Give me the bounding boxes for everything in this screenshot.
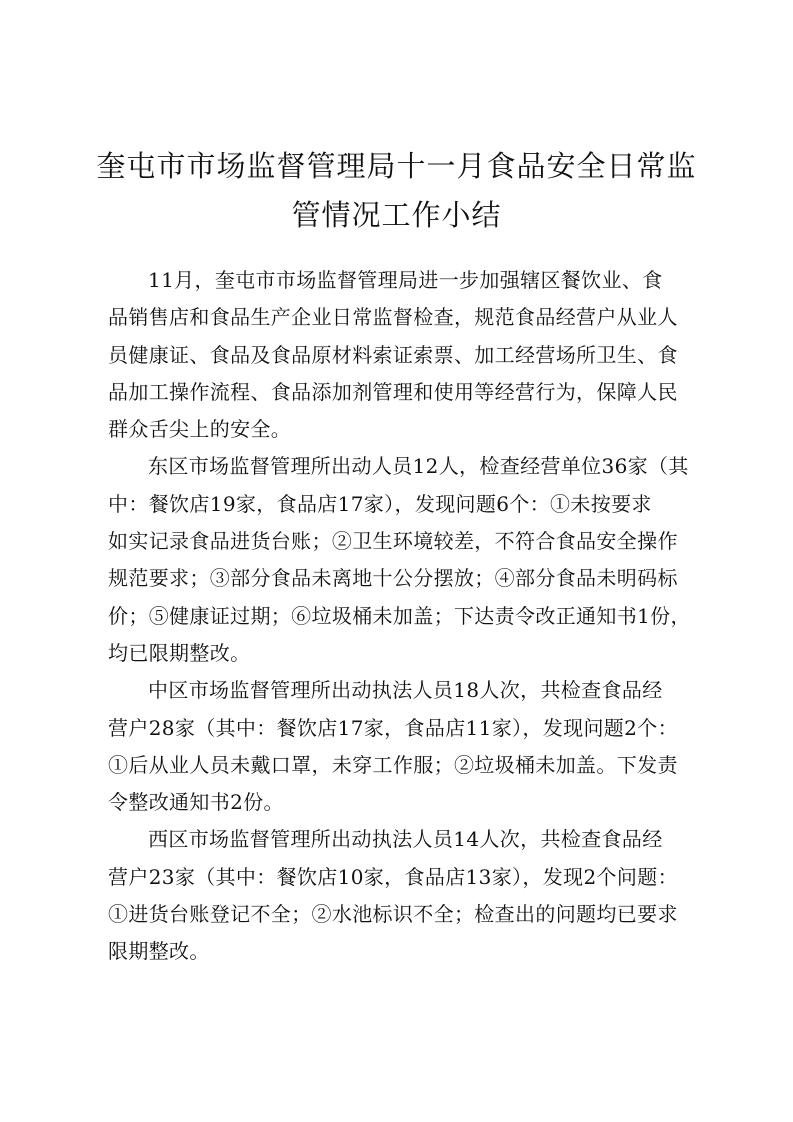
paragraph-summary	[108, 262, 693, 448]
paragraph-line: 11月，奎屯市市场监督管理局进一步加强辖区餐饮业、食	[148, 268, 663, 292]
paragraph-line: 中区市场监督管理所出动执法人员18人次，共检查食品经	[148, 678, 663, 703]
paragraph-line: 营户28家（其中：餐饮店17家，食品店11家），发现问题2个：	[108, 715, 678, 740]
paragraph-line: 群众舌尖上的安全。	[108, 417, 292, 442]
title-line-2: 管情况工作小结	[291, 198, 502, 232]
title-line-1: 奎屯市市场监督管理局十一月食品安全日常监	[96, 149, 697, 183]
paragraph-line: 员健康证、食品及食品原材料索证索票、加工经营场所卫生、食	[108, 342, 678, 367]
paragraph-line: 品加工操作流程、食品添加剂管理和使用等经营行为，保障人民	[108, 379, 678, 404]
paragraph-line: ①后从业人员未戴口罩，未穿工作服；②垃圾桶未加盖。下发责	[108, 752, 678, 777]
paragraph-line: 价；⑤健康证过期；⑥垃圾桶未加盖；下达责令改正通知书1份，	[108, 603, 691, 628]
document-body	[108, 262, 693, 971]
paragraph-central-district	[108, 672, 693, 821]
paragraph-line: 东区市场监督管理所出动人员12人，检查经营单位36家（其	[148, 454, 689, 479]
paragraph-line: 品销售店和食品生产企业日常监督检查，规范食品经营户从业人	[108, 305, 678, 330]
paragraph-line: 规范要求；③部分食品未离地十公分摆放；④部分食品未明码标	[108, 566, 678, 591]
paragraph-east-district	[108, 448, 693, 672]
paragraph-line: 西区市场监督管理所出动执法人员14人次，共检查食品经	[148, 827, 663, 852]
paragraph-line: 限期整改。	[108, 939, 210, 964]
paragraph-line: 令整改通知书2份。	[108, 790, 284, 815]
paragraph-line: 均已限期整改。	[108, 640, 251, 665]
paragraph-line: 如实记录食品进货台账；②卫生环境较差，不符合食品安全操作	[108, 529, 678, 554]
paragraph-line: 营户23家（其中：餐饮店10家，食品店13家），发现2个问题：	[108, 864, 678, 889]
paragraph-line: 中：餐饮店19家，食品店17家），发现问题6个：①未按要求	[108, 491, 652, 516]
paragraph-west-district	[108, 821, 693, 970]
paragraph-line: ①进货台账登记不全；②水池标识不全；检查出的问题均已要求	[108, 902, 678, 927]
document-title	[95, 142, 698, 240]
